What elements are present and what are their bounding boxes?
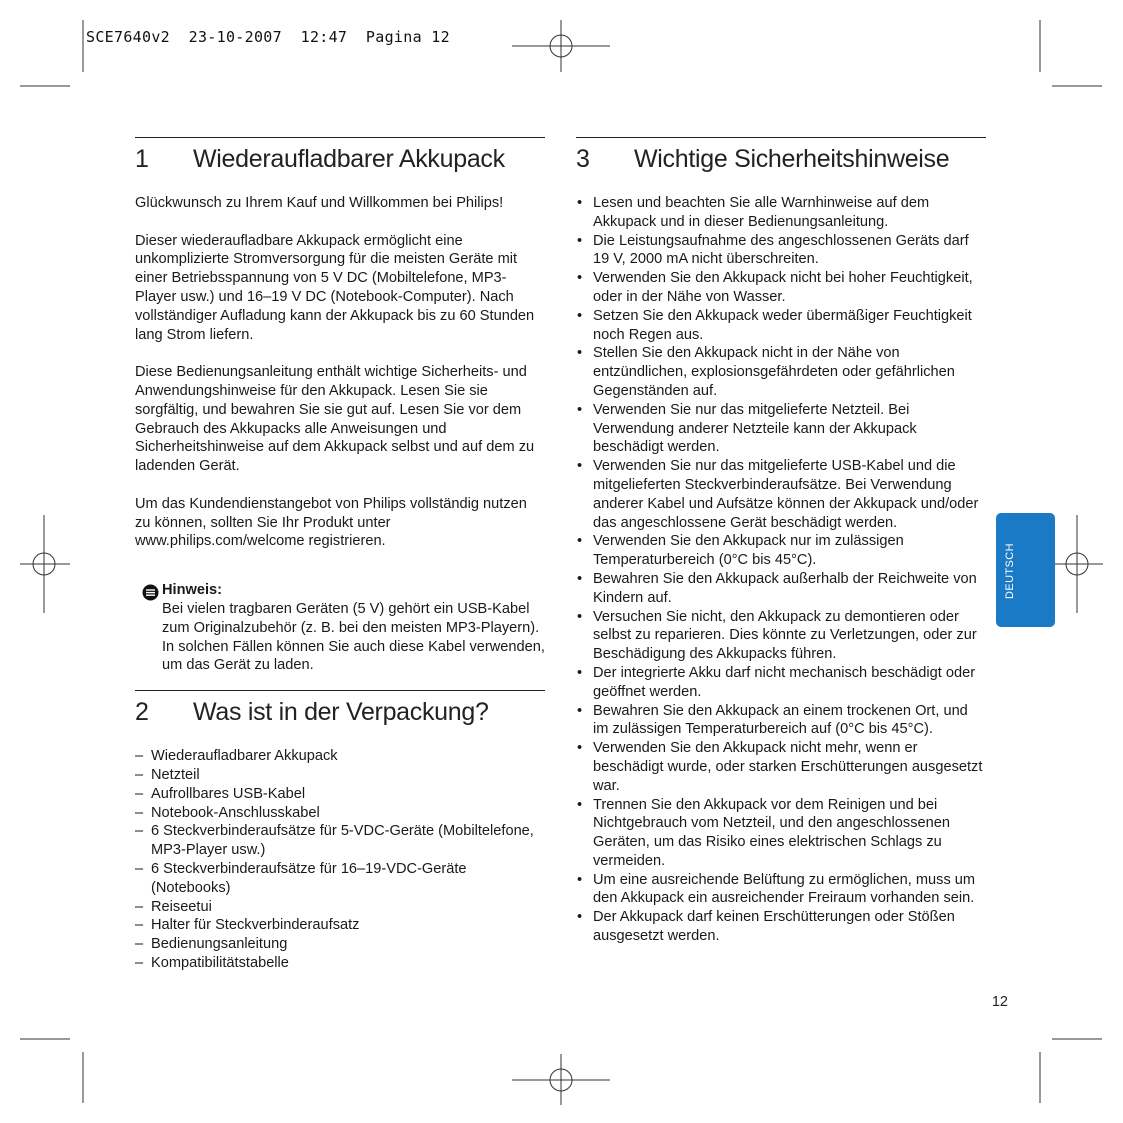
list-item: – Netzteil [135, 766, 545, 785]
list-item: • Um eine ausreichende Belüftung zu ermöglichen, muss um den Akkupack ein ausreichender Freiraum vorhanden sein. [576, 871, 986, 909]
list-item: • Verwenden Sie nur das mitgelieferte USB-Kabel und die mitgelieferten Steckverbinderaufsätze. Bei Verwendung anderer Kabel und Aufsätze können der Akkupack und/oder das angeschlossene Gerät beschädigt werden. [576, 457, 986, 532]
list-item: – Wiederaufladbarer Akkupack [135, 747, 545, 766]
section-title: Was ist in der Verpackung? [193, 698, 489, 727]
note-icon [142, 584, 159, 601]
page-number: 12 [991, 994, 1008, 1010]
list-item: – Reiseetui [135, 898, 545, 917]
list-item: • Bewahren Sie den Akkupack an einem trockenen Ort, und im zulässigen Temperaturbereich auf (0°C bis 45°C). [576, 702, 986, 740]
print-slug: SCE7640v2 23-10-2007 12:47 Pagina 12 [86, 28, 450, 46]
list-item: • Lesen und beachten Sie alle Warnhinweise auf dem Akkupack und in dieser Bedienungsanleitung. [576, 194, 986, 232]
list-item: – Bedienungsanleitung [135, 935, 545, 954]
language-tab [996, 513, 1055, 627]
section-3-heading [576, 137, 986, 176]
list-item: • Trennen Sie den Akkupack vor dem Reinigen und bei Nichtgebrauch vom Netzteil, und den angeschlossenen Geräten, um das Risiko eines elektrischen Schlags zu vermeiden. [576, 796, 986, 871]
paragraph: Um das Kundendienstangebot von Philips vollständig nutzen zu können, sollten Sie Ihr Produkt unter www.philips.com/welcome registrieren. [135, 495, 527, 550]
list-item: – 6 Steckverbinderaufsätze für 16–19-VDC-Geräte (Notebooks) [135, 860, 545, 898]
section-number: 2 [135, 698, 149, 727]
list-item: • Bewahren Sie den Akkupack außerhalb der Reichweite von Kindern auf. [576, 570, 986, 608]
list-item: • Versuchen Sie nicht, den Akkupack zu demontieren oder selbst zu reparieren. Dies könnte zu Verletzungen, oder zur Beschädigung des Akkupacks führen. [576, 608, 986, 664]
note-text: Bei vielen tragbaren Geräten (5 V) gehört ein USB-Kabel zum Originalzubehör (z. B. bei den meisten MP3-Playern). In solchen Fällen können Sie auch diese Kabel verwenden, um das Gerät zu laden. [162, 600, 545, 674]
section-1-heading [135, 137, 545, 176]
list-item: • Der Akkupack darf keinen Erschütterungen oder Stößen ausgesetzt werden. [576, 908, 986, 946]
section-title: Wichtige Sicherheitshinweise [634, 145, 950, 173]
right-column [576, 137, 986, 946]
note-box [135, 581, 545, 675]
list-item: – 6 Steckverbinderaufsätze für 5-VDC-Geräte (Mobiltelefone, MP3-Player usw.) [135, 822, 545, 860]
list-item: • Verwenden Sie den Akkupack nicht mehr, wenn er beschädigt wurde, oder starken Erschütterungen ausgesetzt war. [576, 739, 986, 795]
list-item: • Verwenden Sie den Akkupack nur im zulässigen Temperaturbereich (0°C bis 45°C). [576, 532, 986, 570]
note-title: Hinweis: [162, 582, 223, 599]
paragraph: Glückwunsch zu Ihrem Kauf und Willkommen bei Philips! [135, 195, 504, 211]
list-item: • Verwenden Sie nur das mitgelieferte Netzteil. Bei Verwendung anderer Netzteile kann der Akkupack beschädigt werden. [576, 401, 986, 457]
list-item: • Setzen Sie den Akkupack weder übermäßiger Feuchtigkeit noch Regen aus. [576, 307, 986, 345]
left-column [135, 137, 545, 973]
list-item: • Die Leistungsaufnahme des angeschlossenen Geräts darf 19 V, 2000 mA nicht überschreiten. [576, 232, 986, 270]
paragraph: Diese Bedienungsanleitung enthält wichtige Sicherheits- und Anwendungshinweise für den Akkupack. Lesen Sie sie sorgfältig, und bewahren Sie sie gut auf. Lesen Sie vor dem Gebrauch des Akkupacks alle Anweisungen und Sicherheitshinweise auf dem Akkupack selbst und auf dem zu ladenden Gerät. [135, 364, 535, 475]
list-item: • Verwenden Sie den Akkupack nicht bei hoher Feuchtigkeit, oder in der Nähe von Wasser. [576, 269, 986, 307]
section-2-heading [135, 690, 545, 729]
list-item: – Aufrollbares USB-Kabel [135, 785, 545, 804]
list-item: • Der integrierte Akku darf nicht mechanisch beschädigt oder geöffnet werden. [576, 664, 986, 702]
language-tab-label: DEUTSCH [1004, 543, 1016, 599]
safety-list [576, 194, 986, 946]
list-item: – Kompatibilitätstabelle [135, 954, 545, 973]
list-item: – Notebook-Anschlusskabel [135, 804, 545, 823]
paragraph: Dieser wiederaufladbare Akkupack ermöglicht eine unkomplizierte Stromversorgung für die meisten Geräte mit einer Betriebsspannung von 5 V DC (Mobiltelefone, MP3-Player usw.) und 16–19 V DC (Notebook-Computer). Nach vollständiger Aufladung kann der Akkupack bis zu 60 Stunden lang Strom liefern. [135, 232, 535, 343]
section-title: Wiederaufladbarer Akkupack [193, 145, 505, 173]
list-item: – Halter für Steckverbinderaufsatz [135, 916, 545, 935]
package-contents-list [135, 747, 545, 973]
section-number: 1 [135, 145, 149, 173]
section-1-body [135, 194, 545, 675]
section-number: 3 [576, 145, 590, 173]
list-item: • Stellen Sie den Akkupack nicht in der Nähe von entzündlichen, explosionsgefährdeten oder gefährlichen Gegenständen auf. [576, 344, 986, 400]
